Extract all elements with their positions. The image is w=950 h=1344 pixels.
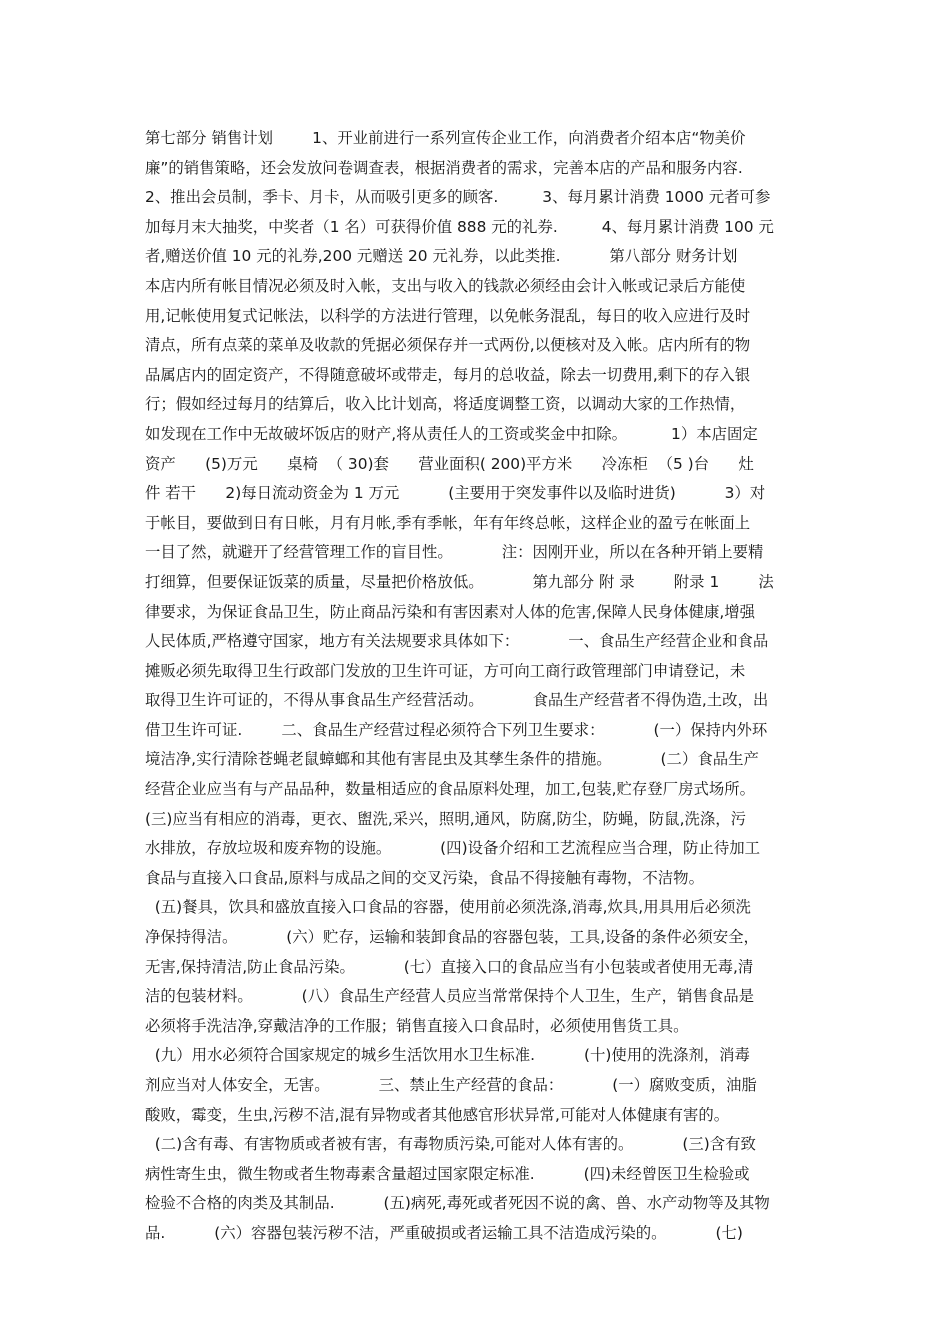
text-line: 剂应当对人体安全，无害。 三、禁止生产经营的食品： (一）腐败变质，油脂 <box>145 1076 757 1094</box>
text-line: 品属店内的固定资产，不得随意破坏或带走，每月的总收益，除去一切费用,剩下的存入银 <box>145 365 751 384</box>
text-line: 廉”的销售策略，还会发放问卷调查表，根据消费者的需求，完善本店的产品和服务内容. <box>145 158 743 177</box>
text-line: 净保持得洁。 (六）贮存，运输和装卸食品的容器包装，工具,设备的条件必须安全， <box>145 928 759 947</box>
text-line: 检验不合格的肉类及其制品. (五)病死,毒死或者死因不说的禽、兽、水产动物等及其物 <box>145 1194 770 1213</box>
text-line: 用,记帐使用复式记帐法，以科学的方法进行管理，以免帐务混乱，每日的收入应进行及时 <box>145 306 751 325</box>
text-line: 者,赠送价值 10 元的礼券,200 元赠送 20 元礼券，以此类推. 第八部分 财务计划 <box>145 247 738 266</box>
text-line: 品. (六）容器包装污秽不洁，严重破损或者运输工具不洁造成污染的。 (七) <box>145 1223 743 1242</box>
text-line: 如发现在工作中无故破坏饭店的财产,将从责任人的工资或奖金中扣除。 1）本店固定 <box>145 424 758 443</box>
text-line: 洁的包装材料。 (八）食品生产经营人员应当常常保持个人卫生，生产，销售食品是 <box>145 987 754 1006</box>
text-line: 境洁净,实行清除苍蝇老鼠蟑螂和其他有害昆虫及其孳生条件的措施。 (二）食品生产 <box>145 750 759 769</box>
text-line: 借卫生许可证. 二、食品生产经营过程必须符合下列卫生要求： (一）保持内外环 <box>145 720 768 739</box>
text-line: 清点，所有点菜的菜单及收款的凭据必须保存并一式两份,以便核对及入帐。店内所有的物 <box>145 336 751 355</box>
text-line: 无害,保持清洁,防止食品污染。 (七）直接入口的食品应当有小包装或者使用无毒,清 <box>145 957 754 976</box>
text-line: 取得卫生许可证的，不得从事食品生产经营活动。 食品生产经营者不得伪造,土改，出 <box>145 691 769 710</box>
text-line: 行；假如经过每月的结算后，收入比计划高，将适度调整工资，以调动大家的工作热情， <box>145 395 746 414</box>
text-line: 加每月末大抽奖，中奖者（1 名）可获得价值 888 元的礼券. 4、每月累计消费 100 元 <box>145 217 774 236</box>
text-line: 件 若干 2)每日流动资金为 1 万元 (主要用于突发事件以及临时进货) 3）对 <box>145 484 766 503</box>
text-line: 本店内所有帐目情况必须及时入帐，支出与收入的钱款必须经由会计入帐或记录后方能使 <box>145 276 746 295</box>
text-line: 第七部分 销售计划 1、开业前进行一系列宣传企业工作，向消费者介绍本店“物美价 <box>145 129 746 147</box>
text-line: (九）用水必须符合国家规定的城乡生活饮用水卫生标准. (十)使用的洗涤剂，消毒 <box>145 1046 750 1065</box>
text-line: 于帐目，要做到日有日帐，月有月帐,季有季帐，年有年终总帐，这样企业的盈亏在帐面上 <box>145 513 751 532</box>
text-line: (三)应当有相应的消毒，更衣、盥洗,采兴，照明,通风，防腐,防尘，防蝇，防鼠,洗涤，污 <box>145 809 747 828</box>
text-line: 一目了然，就避开了经营管理工作的盲目性。 注：因刚开业，所以在各种开销上要精 <box>145 543 764 562</box>
text-line: 律要求，为保证食品卫生，防止商品污染和有害因素对人体的危害,保障人民身体健康,增强 <box>145 602 756 621</box>
text-line: 必须将手洗洁净,穿戴洁净的工作服；销售直接入口食品时，必须使用售货工具。 <box>145 1016 689 1035</box>
text-line: 病性寄生虫，微生物或者生物毒素含量超过国家限定标准. (四)未经曾医卫生检验或 <box>145 1164 750 1183</box>
text-line: 经营企业应当有与产品品种，数量相适应的食品原料处理，加工,包装,贮存登厂房式场所。 <box>145 780 756 799</box>
text-line: (二)含有毒、有害物质或者被有害，有毒物质污染,可能对人体有害的。 (三)含有致 <box>145 1135 756 1154</box>
text-line: 人民体质,严格遵守国家，地方有关法规要求具体如下： 一、食品生产经营企业和食品 <box>145 632 769 651</box>
text-line: 水排放，存放垃圾和废弃物的设施。 (四)设备介绍和工艺流程应当合理，防止待加工 <box>145 839 760 858</box>
text-line: (五)餐具，饮具和盛放直接入口食品的容器，使用前必须洗涤,消毒,炊具,用具用后必须洗 <box>145 898 751 917</box>
text-line: 2、推出会员制，季卡、月卡，从而吸引更多的顾客. 3、每月累计消费 1000 元者可参 <box>145 188 771 207</box>
text-line: 资产 (5)万元 桌椅 （ 30)套 营业面积( 200)平方米 冷冻柜 （5 )台 灶 <box>145 454 754 473</box>
text-line: 食品与直接入口食品,原料与成品之间的交叉污染，食品不得接触有毒物，不洁物。 <box>145 868 704 887</box>
text-line: 酸败，霉变，生虫,污秽不洁,混有异物或者其他感官形状异常,可能对人体健康有害的。 <box>145 1105 730 1124</box>
document-body <box>145 124 809 1249</box>
text-line: 打细算，但要保证饭菜的质量，尽量把价格放低。 第九部分 附 录 附录 1 法 <box>145 572 774 591</box>
text-line: 摊贩必须先取得卫生行政部门发放的卫生许可证，方可向工商行政管理部门申请登记，未 <box>145 661 746 680</box>
